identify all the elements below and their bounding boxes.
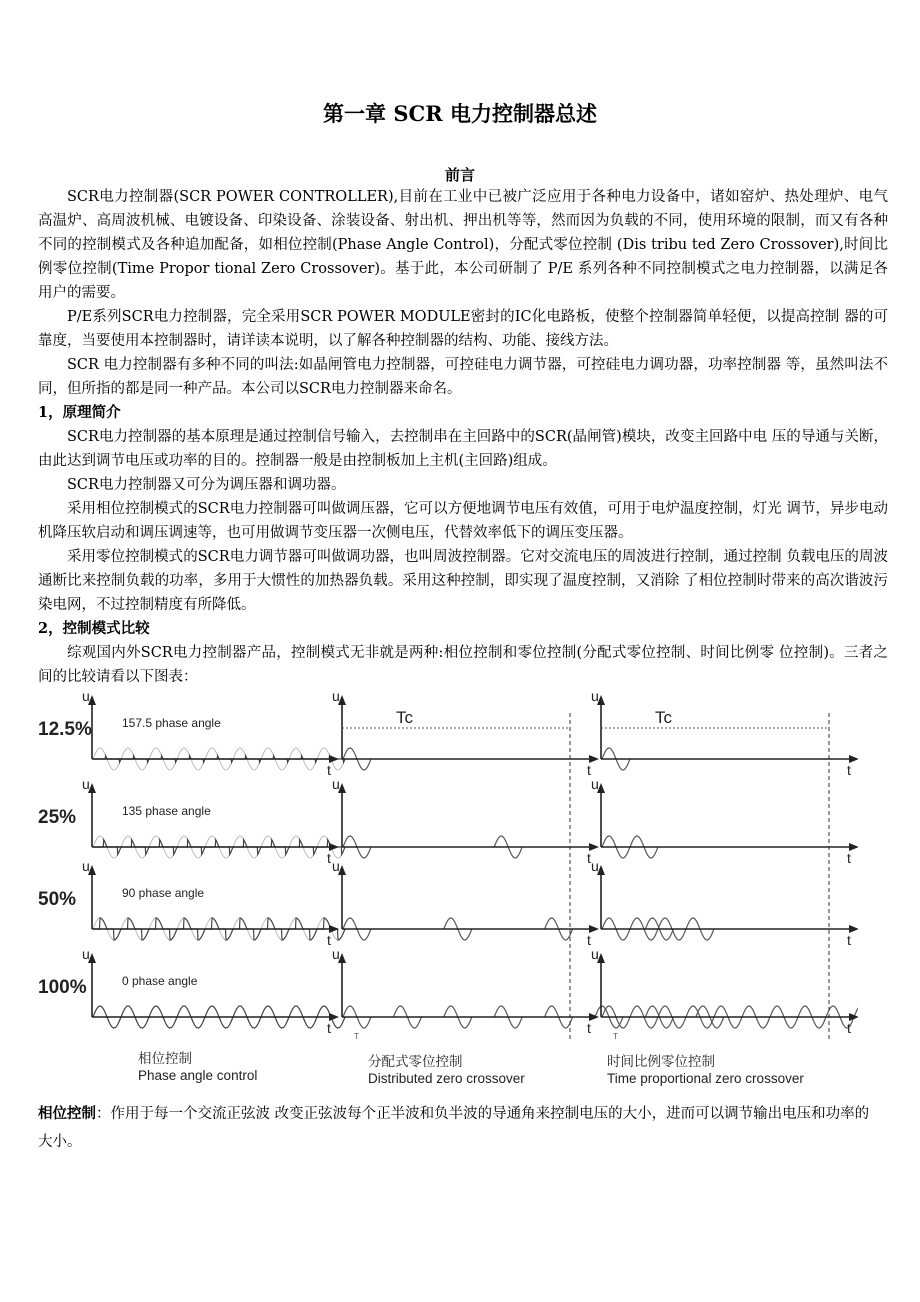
u-axis-label: u [82, 858, 90, 874]
row-percent-label: 100% [38, 977, 87, 998]
t-axis-label: t [587, 762, 591, 778]
u-axis-label: u [591, 776, 599, 792]
t-axis-label: t [327, 850, 331, 866]
section-heading: 1，原理简介 [38, 404, 121, 421]
paragraph: SCR电力控制器(SCR POWER CONTROLLER),目前在工业中已被广泛应用于各种电力设备中，诸如窑炉、热处理炉、电气高温炉、高周波机械、电镀设备、印染设备、涂装设备、射出机、押出机等等，然而因为负载的不同，使用环境的限制，而又有各种不同的控制模式及各种追加配备，如相位控制(Phase Angle Control)，分配式零位控制 (Dis tribu ted Zero Crossover),时间比例零位控制(Time Propor tional Zero Crossover)。基于此，本公司研制了 P/E 系列各种不同控制模式之电力控制器，以满足各用户的需要。 [38, 189, 888, 301]
caption-zh: 时间比例零位控制 [607, 1054, 715, 1069]
caption-zh: 相位控制 [138, 1051, 192, 1066]
u-axis-label: u [591, 946, 599, 962]
phase-angle-label: 90 phase angle [122, 886, 205, 900]
t-axis-label: t [587, 850, 591, 866]
t-axis-label: t [327, 932, 331, 948]
figure-captions [0, 1048, 920, 1100]
figure-container [38, 693, 858, 1048]
u-axis-label: u [332, 693, 340, 704]
row-percent-label: 50% [38, 889, 77, 910]
preface-body [38, 185, 888, 689]
u-axis-label: u [591, 693, 599, 704]
t-axis-label: t [847, 850, 851, 866]
caption-en: Phase angle control [138, 1068, 258, 1083]
paragraph: SCR 电力控制器有多种不同的叫法:如晶闸管电力控制器，可控硅电力调节器，可控硅电力调功器，功率控制器 等，虽然叫法不同，但所指的都是同一种产品。本公司以SCR电力控制器来命名。 [38, 357, 888, 397]
caption-en: Distributed zero crossover [368, 1071, 525, 1086]
caption-en: Time proportional zero crossover [607, 1071, 804, 1086]
caption-time-proportional [607, 1053, 804, 1087]
waveform-comparison-figure [38, 693, 858, 1048]
caption-distributed [368, 1053, 525, 1087]
paragraph: 综观国内外SCR电力控制器产品，控制模式无非就是两种:相位控制和零位控制(分配式零位控制、时间比例零 位控制)。三者之间的比较请看以下图表： [38, 645, 888, 685]
paragraph: SCR电力控制器又可分为调压器和调功器。 [67, 477, 346, 493]
row-percent-label: 25% [38, 807, 77, 828]
tc-label: Tc [396, 708, 413, 727]
chapter-title: 第一章 SCR 电力控制器总述 [323, 101, 597, 126]
phase-angle-label: 135 phase angle [122, 804, 211, 818]
paragraph: SCR电力控制器的基本原理是通过控制信号输入，去控制串在主回路中的SCR(晶闸管)模块，改变主回路中电 压的导通与关断，由此达到调节电压或功率的目的。控制器一般是由控制板加上主机(主回路)组成。 [38, 429, 888, 469]
preface-heading: 前言 [444, 166, 475, 184]
u-axis-label: u [332, 776, 340, 792]
note-text: ：作用于每一个交流正弦波 改变正弦波每个正半波和负半波的导通角来控制电压的大小，进而可以调节输出电压和功率的大小。 [38, 1106, 870, 1150]
u-axis-label: u [591, 858, 599, 874]
u-axis-label: u [82, 946, 90, 962]
t-axis-label: t [587, 932, 591, 948]
caption-zh: 分配式零位控制 [368, 1054, 463, 1069]
phase-control-note [38, 1100, 878, 1156]
u-axis-label: u [82, 693, 90, 704]
paragraph: P/E系列SCR电力控制器，完全采用SCR POWER MODULE密封的IC化电路板，使整个控制器简单轻便，以提高控制 器的可靠度，当要使用本控制器时，请详读本说明，以了解各种控制器的结构、功能、接线方法。 [38, 309, 888, 349]
cycle-period-label: T [613, 1032, 618, 1041]
caption-phase-angle [138, 1050, 257, 1084]
phase-angle-label: 157.5 phase angle [122, 716, 221, 730]
u-axis-label: u [332, 946, 340, 962]
t-axis-label: t [847, 762, 851, 778]
tc-label: Tc [655, 708, 672, 727]
section-heading: 2，控制模式比较 [38, 620, 150, 637]
t-axis-label: t [327, 762, 331, 778]
row-percent-label: 12.5% [38, 719, 92, 740]
t-axis-label: t [847, 1020, 851, 1036]
t-axis-label: t [327, 1020, 331, 1036]
note-label: 相位控制 [38, 1106, 96, 1122]
paragraph: 采用相位控制模式的SCR电力控制器可叫做调压器，它可以方便地调节电压有效值，可用于电炉温度控制，灯光 调节，异步电动机降压软启动和调压调速等，也可用做调节变压器一次侧电压，代替效率低下的调压变压器。 [38, 501, 888, 541]
paragraph: 采用零位控制模式的SCR电力调节器可叫做调功器，也叫周波控制器。它对交流电压的周波进行控制，通过控制 负载电压的周波通断比来控制负载的功率，多用于大惯性的加热器负载。采用这种控制，即实现了温度控制，又消除 了相位控制时带来的高次谐波污染电网，不过控制精度有所降低。 [38, 549, 888, 613]
u-axis-label: u [82, 776, 90, 792]
t-axis-label: t [847, 932, 851, 948]
u-axis-label: u [332, 858, 340, 874]
cycle-period-label: T [354, 1032, 359, 1041]
t-axis-label: t [587, 1020, 591, 1036]
phase-angle-label: 0 phase angle [122, 974, 198, 988]
